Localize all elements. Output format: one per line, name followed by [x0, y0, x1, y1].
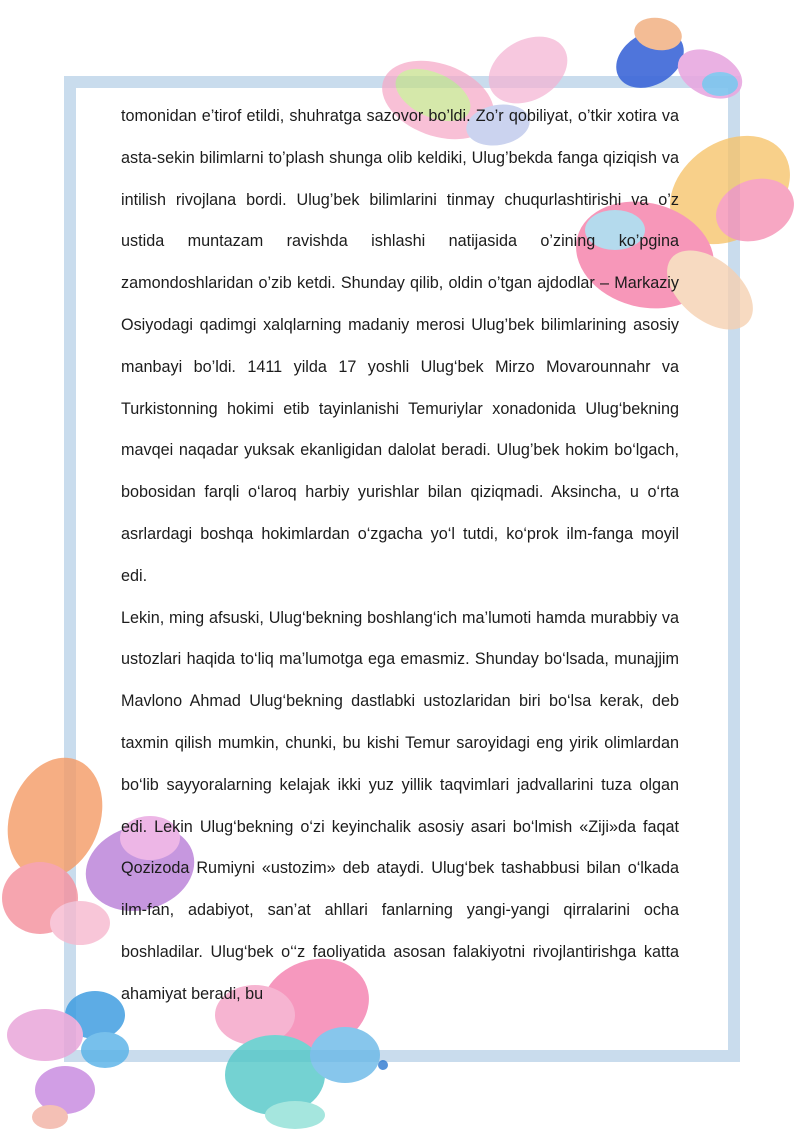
paragraph: Lekin, ming afsuski, Ulug‘bekning boshlang‘ich ma’lumoti hamda murabbiy va ustozlari haqida to‘liq ma’lumotga ega emasmiz. Shunday bo‘lsada, munajjim Mavlono Ahmad Ulug‘bekning dastlabki ustozlaridan biri bo‘lsa kerak, deb taxmin qilish mumkin, chunki, bu kishi Temur saroyidagi eng yirik olimlardan bo‘lib sayyoralarning kelajak ikki yuz yillik taqvimlari jadvallarini tuza olgan edi. Lekin Ulug‘bekning o‘zi keyinchalik asosiy asari bo‘lmish «Ziji»da faqat Qozizoda Rumiyni «ustozim» deb ataydi. Ulug‘bek tashabbusi bilan o‘lkada ilm-fan, adabiyot, san’at ahllari fanlarning yangi-yangi qirralarini ocha boshladilar. Ulug‘bek o‘‘z faoliyatida asosan falakiyotni rivojlantirishga katta ahamiyat beradi, bu	[121, 608, 679, 1003]
body-text	[121, 96, 679, 1016]
paragraph: tomonidan e’tirof etildi, shuhratga sazovor bo’ldi. Zo’r qobiliyat, o’tkir xotira va asta-sekin bilimlarni to’plash shunga olib keldiki, Ulug’bekda fanga qiziqish va intilish rivojlana bordi. Ulug’bek bilimlarini tinmay chuqurlashtirishi va o’z ustida muntazam ravishda ishlashi natijasida o’zining ko’pgina zamondoshlaridan o’zib ketdi. Shunday qilib, oldin o’tgan ajdodlar – Markaziy Osiyodagi qadimgi xalqlarning madaniy merosi Ulug’bek bilimlarining asosiy manbayi bo’ldi. 1411 yilda 17 yoshli Ulug‘bek Mirzo Movarounnahr va Turkistonning hokimi etib tayinlanishi Temuriylar xonadonida Ulug‘bekning mavqei naqadar yuksak ekanligidan dalolat beradi. Ulug’bek hokim bo‘lgach, bobosidan farqli o‘laroq harbiy yurishlar bilan qiziqmadi. Aksincha, u o‘rta asrlardagi boshqa hokimlardan o‘zgacha yo‘l tutdi, ko‘prok ilm-fanga moyil edi.	[121, 107, 679, 585]
butterfly-icon	[0, 985, 140, 1131]
